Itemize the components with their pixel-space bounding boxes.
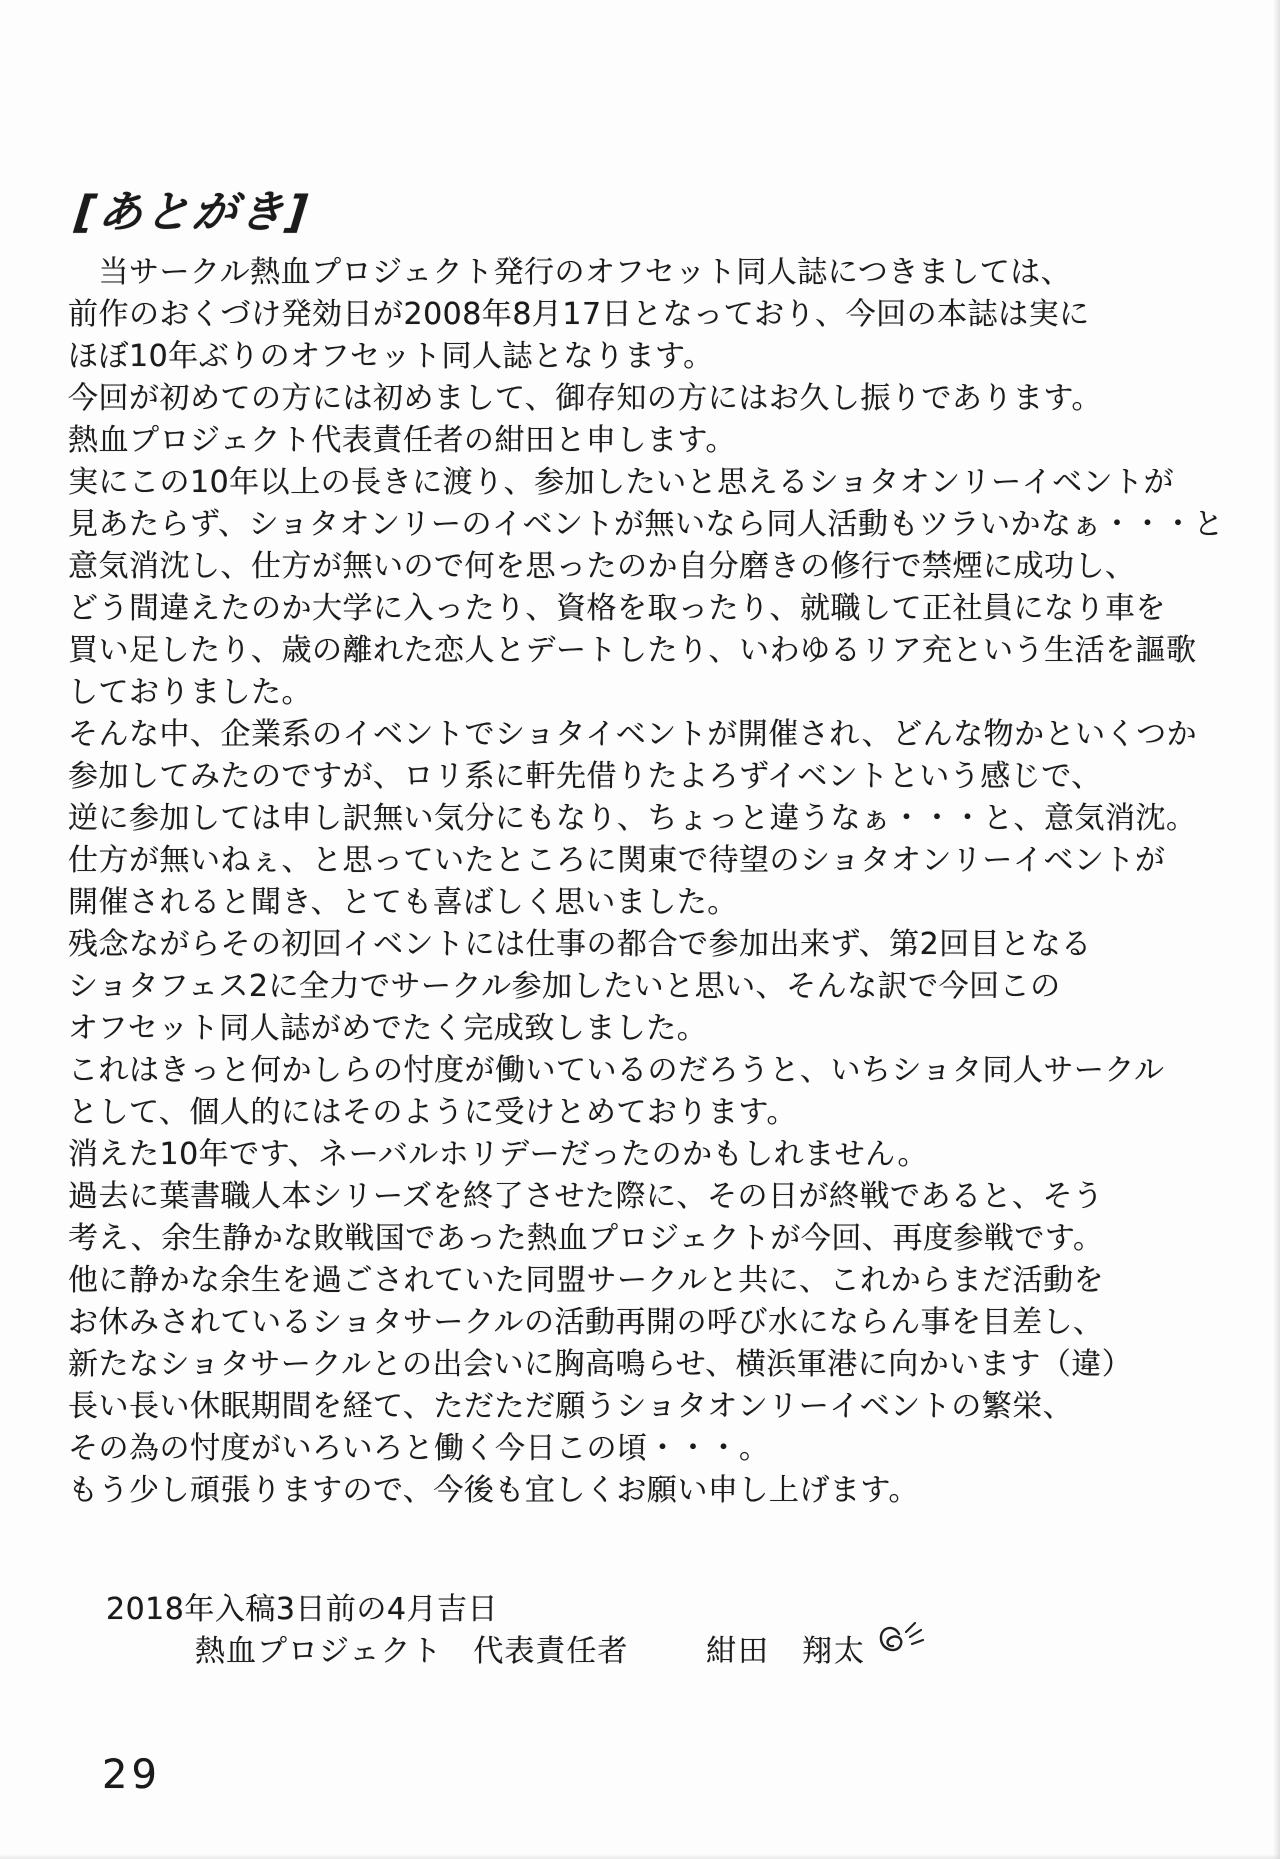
afterword-line: お休みされているショタサークルの活動再開の呼び水にならん事を目差し、 bbox=[68, 1305, 1104, 1340]
afterword-line: 意気消沈し、仕方が無いので何を思ったのか自分磨きの修行で禁煙に成功し、 bbox=[68, 549, 1136, 584]
afterword-body bbox=[68, 252, 1248, 1512]
colophon-date: 2018年入稿3日前の4月吉日 bbox=[106, 1592, 499, 1627]
afterword-line: しておりました。 bbox=[68, 675, 312, 710]
afterword-line: 逆に参加しては申し訳無い気分にもなり、ちょっと違うなぁ・・・と、意気消沈。 bbox=[68, 801, 1197, 836]
colophon-circle-and-role: 熱血プロジェクト 代表責任者 bbox=[195, 1634, 629, 1669]
signature-doodle-icon bbox=[872, 1618, 926, 1668]
afterword-line: ショタフェス2に全力でサークル参加したいと思い、そんな訳で今回この bbox=[68, 969, 1061, 1004]
page-number: 29 bbox=[102, 1752, 161, 1798]
afterword-line: 新たなショタサークルとの出会いに胸高鳴らせ、横浜軍港に向かいます（違） bbox=[68, 1347, 1133, 1382]
afterword-line: オフセット同人誌がめでたく完成致しました。 bbox=[68, 1011, 708, 1046]
scan-edge-artifact bbox=[0, 1854, 1280, 1859]
afterword-line: として、個人的にはそのように受けとめております。 bbox=[68, 1095, 797, 1130]
afterword-line: ほぼ10年ぶりのオフセット同人誌となります。 bbox=[68, 339, 714, 374]
afterword-line: 当サークル熱血プロジェクト発行のオフセット同人誌につきましては、 bbox=[68, 255, 1072, 290]
afterword-line: これはきっと何かしらの忖度が働いているのだろうと、いちショタ同人サークル bbox=[68, 1053, 1165, 1088]
afterword-line: 長い長い休眠期間を経て、ただただ願うショタオンリーイベントの繁栄、 bbox=[68, 1389, 1074, 1424]
page-title: [あとがき] bbox=[72, 187, 313, 238]
afterword-line: 実にこの10年以上の長きに渡り、参加したいと思えるショタオンリーイベントが bbox=[68, 465, 1175, 500]
afterword-line: その為の忖度がいろいろと働く今日この頃・・・。 bbox=[68, 1431, 770, 1466]
afterword-line: もう少し頑張りますので、今後も宜しくお願い申し上げます。 bbox=[68, 1473, 919, 1508]
afterword-line: 熱血プロジェクト代表責任者の紺田と申します。 bbox=[68, 423, 736, 458]
scan-edge-artifact bbox=[1273, 0, 1280, 1859]
afterword-line: 参加してみたのですが、ロリ系に軒先借りたよろずイベントという感じで、 bbox=[68, 759, 1102, 794]
colophon-author-name: 紺田 翔太 bbox=[706, 1634, 866, 1669]
afterword-line: そんな中、企業系のイベントでショタイベントが開催され、どんな物かといくつか bbox=[68, 717, 1198, 752]
afterword-line: 前作のおくづけ発効日が2008年8月17日となっており、今回の本誌は実に bbox=[68, 297, 1090, 332]
afterword-line: 過去に葉書職人本シリーズを終了させた際に、その日が終戦であると、そう bbox=[68, 1179, 1104, 1214]
afterword-line: 消えた10年です、ネーバルホリデーだったのかもしれません。 bbox=[68, 1137, 928, 1172]
afterword-line: 買い足したり、歳の離れた恋人とデートしたり、いわゆるリア充という生活を謳歌 bbox=[68, 633, 1197, 668]
afterword-line: 仕方が無いねぇ、と思っていたところに関東で待望のショタオンリーイベントが bbox=[68, 843, 1166, 878]
afterword-line: 見あたらず、ショタオンリーのイベントが無いなら同人活動もツラいかなぁ・・・と bbox=[68, 507, 1224, 542]
afterword-line: 今回が初めての方には初めまして、御存知の方にはお久し振りであります。 bbox=[68, 381, 1102, 416]
afterword-line: 考え、余生静かな敗戦国であった熱血プロジェクトが今回、再度参戦です。 bbox=[68, 1221, 1104, 1256]
afterword-line: 他に静かな余生を過ごされていた同盟サークルと共に、これからまだ活動を bbox=[68, 1263, 1105, 1298]
afterword-line: 残念ながらその初回イベントには仕事の都合で参加出来ず、第2回目となる bbox=[68, 927, 1092, 962]
afterword-line: 開催されると聞き、とても喜ばしく思いました。 bbox=[68, 885, 738, 920]
afterword-line: どう間違えたのか大学に入ったり、資格を取ったり、就職して正社員になり車を bbox=[68, 591, 1166, 626]
